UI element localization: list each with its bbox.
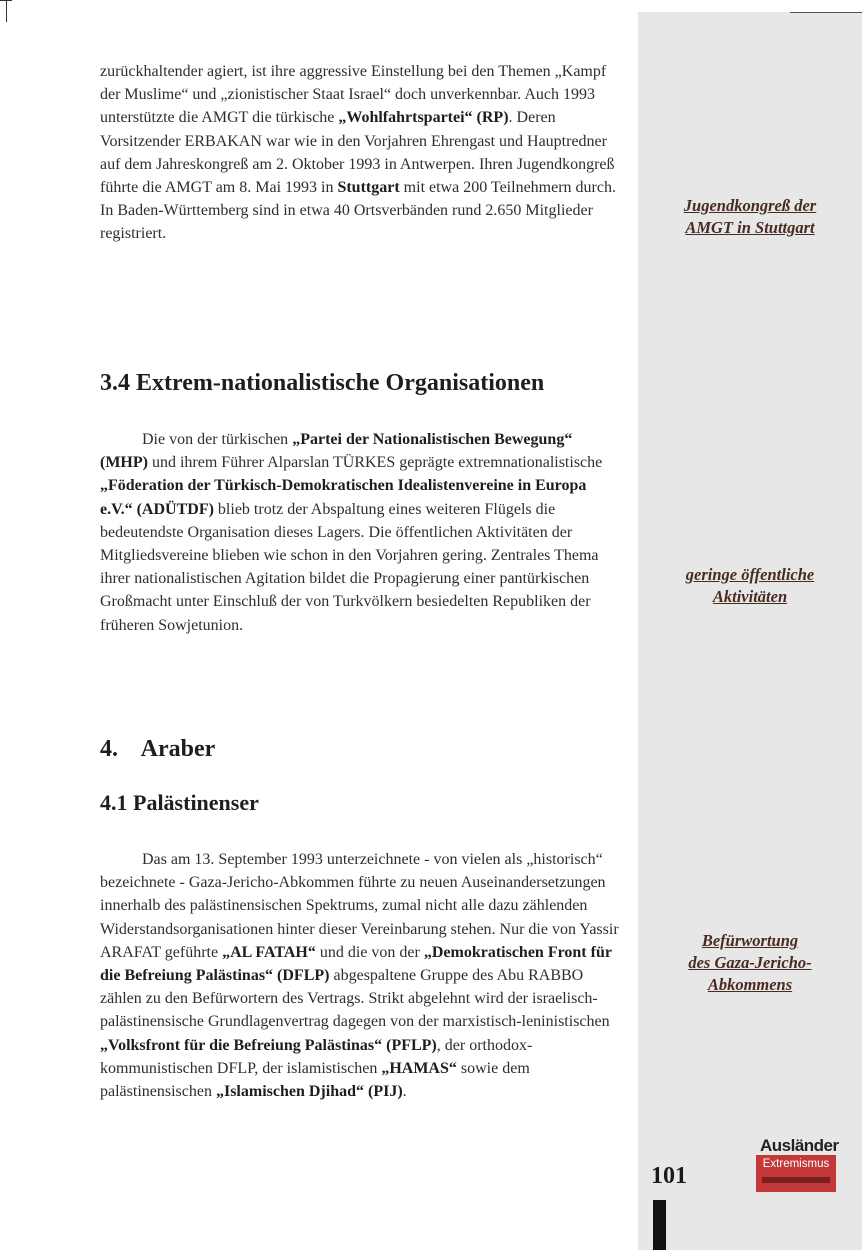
bold-term: „AL FATAH“: [222, 943, 316, 961]
side-note-jugendkongress: [645, 195, 855, 239]
side-note-line: Aktivitäten: [712, 587, 788, 606]
section-heading-4: 4. Araber: [100, 736, 216, 762]
side-note-line: Jugendkongreß der: [683, 196, 817, 215]
side-note-line: des Gaza-Jericho-: [688, 953, 812, 972]
bold-term: „Föderation der Türkisch-Demokratischen Idealistenvereine in Europa e.V.“ (ADÜTDF): [100, 477, 587, 518]
side-note-line: Abkommens: [707, 975, 793, 994]
chapter-logo: [756, 1135, 839, 1195]
intro-text: [100, 60, 620, 246]
side-note-befuerwortung: [645, 930, 855, 996]
crop-mark: [6, 0, 7, 22]
bold-term: „Demokratischen Front für die Befreiung Palästinas“ (DFLP): [100, 943, 612, 985]
section-heading-3-4: 3.4 Extrem-nationalistische Organisationen: [100, 370, 545, 396]
intro-paragraph-2: In Baden-Württemberg sind in etwa 40 Ortsverbänden rund 2.650 Mitglieder registriert.: [100, 202, 593, 243]
section-4-1-paragraph: Das am 13. September 1993 unterzeichnete - von vielen als „historisch“ bezeichnete - Gaza-Jericho-Abkommen führte zu neuen Auseinandersetzungen innerhalb des palästinensischen Spektrums, zumal nicht alle dazu zählenden Widerstandsorganisationen hinter dieser Vereinbarung stehen. Nur die von Yassir ARAFAT geführte „AL FATAH“ und die von der „Demokratischen Front für die Befreiung Palästinas“ (DFLP) abgespaltene Gruppe des Abu RABBO zählen zu den Befürwortern des Vertrags. Strikt abgelehnt wird der israelisch-palästinensische Grundlagenvertrag dagegen von der marxistisch-leninistischen „Volksfront für die Befreiung Palästinas“ (PFLP), der orthodox-kommunistischen DFLP, der islamistischen „HAMAS“ sowie dem palästinensischen „Islamischen Djihad“ (PIJ).: [100, 851, 619, 1101]
section-heading-4-1: 4.1 Palästinenser: [100, 790, 259, 815]
logo-subtitle: Extremismus: [762, 1158, 830, 1170]
logo-stripe: [762, 1177, 830, 1183]
bold-term: Stuttgart: [337, 179, 400, 197]
side-note-aktivitaeten: [645, 564, 855, 608]
bold-term: „HAMAS“: [381, 1059, 457, 1077]
bold-term: „Partei der Nationalistischen Bewegung“ (MHP): [100, 431, 573, 472]
bold-term: „Wohlfahrtspartei“ (RP): [338, 109, 509, 127]
side-note-line: Befürwortung: [701, 931, 799, 950]
page-number: 101: [651, 1163, 687, 1189]
thumb-index-bar: [653, 1200, 666, 1250]
logo-box: [756, 1155, 836, 1192]
bold-term: „Volksfront für die Befreiung Palästinas“ (PFLP): [100, 1036, 437, 1054]
crop-mark: [790, 12, 862, 13]
logo-title: Ausländer: [760, 1136, 839, 1155]
side-note-line: geringe öffentliche: [685, 565, 815, 584]
side-note-line: AMGT in Stuttgart: [685, 218, 815, 237]
bold-term: „Islamischen Djihad“ (PIJ): [215, 1083, 403, 1101]
section-4-1-text: [100, 848, 620, 1103]
section-3-4-paragraph: Die von der türkischen „Partei der Nationalistischen Bewegung“ (MHP) und ihrem Führer Alparslan TÜRKES geprägte extremnationalistische „Föderation der Türkisch-Demokratischen Idealistenvereine in Europa e.V.“ (ADÜTDF) blieb trotz der Abspaltung eines weiteren Flügels die bedeutendste Organisation dieses Lagers. Die öffentlichen Aktivitäten der Mitgliedsvereine blieben wie schon in den Vorjahren gering. Zentrales Thema ihrer nationalistischen Agitation bildet die Propagierung einer pantürkischen Großmacht unter Einschluß der von Turkvölkern besiedelten Republiken der früheren Sowjetunion.: [100, 431, 603, 634]
section-3-4-text: [100, 428, 620, 637]
intro-paragraph-1: zurückhaltender agiert, ist ihre aggressive Einstellung bei den Themen „Kampf der Muslime“ und „zionistischer Staat Israel“ doch unverkennbar. Auch 1993 unterstützte die AMGT die türkische „Wohlfahrtspartei“ (RP). Deren Vorsitzender ERBAKAN war wie in den Vorjahren Ehrengast und Hauptredner auf dem Jahreskongreß am 2. Oktober 1993 in Antwerpen. Ihren Jugendkongreß führte die AMGT am 8. Mai 1993 in Stuttgart mit etwa 200 Teilnehmern durch.: [100, 63, 616, 197]
